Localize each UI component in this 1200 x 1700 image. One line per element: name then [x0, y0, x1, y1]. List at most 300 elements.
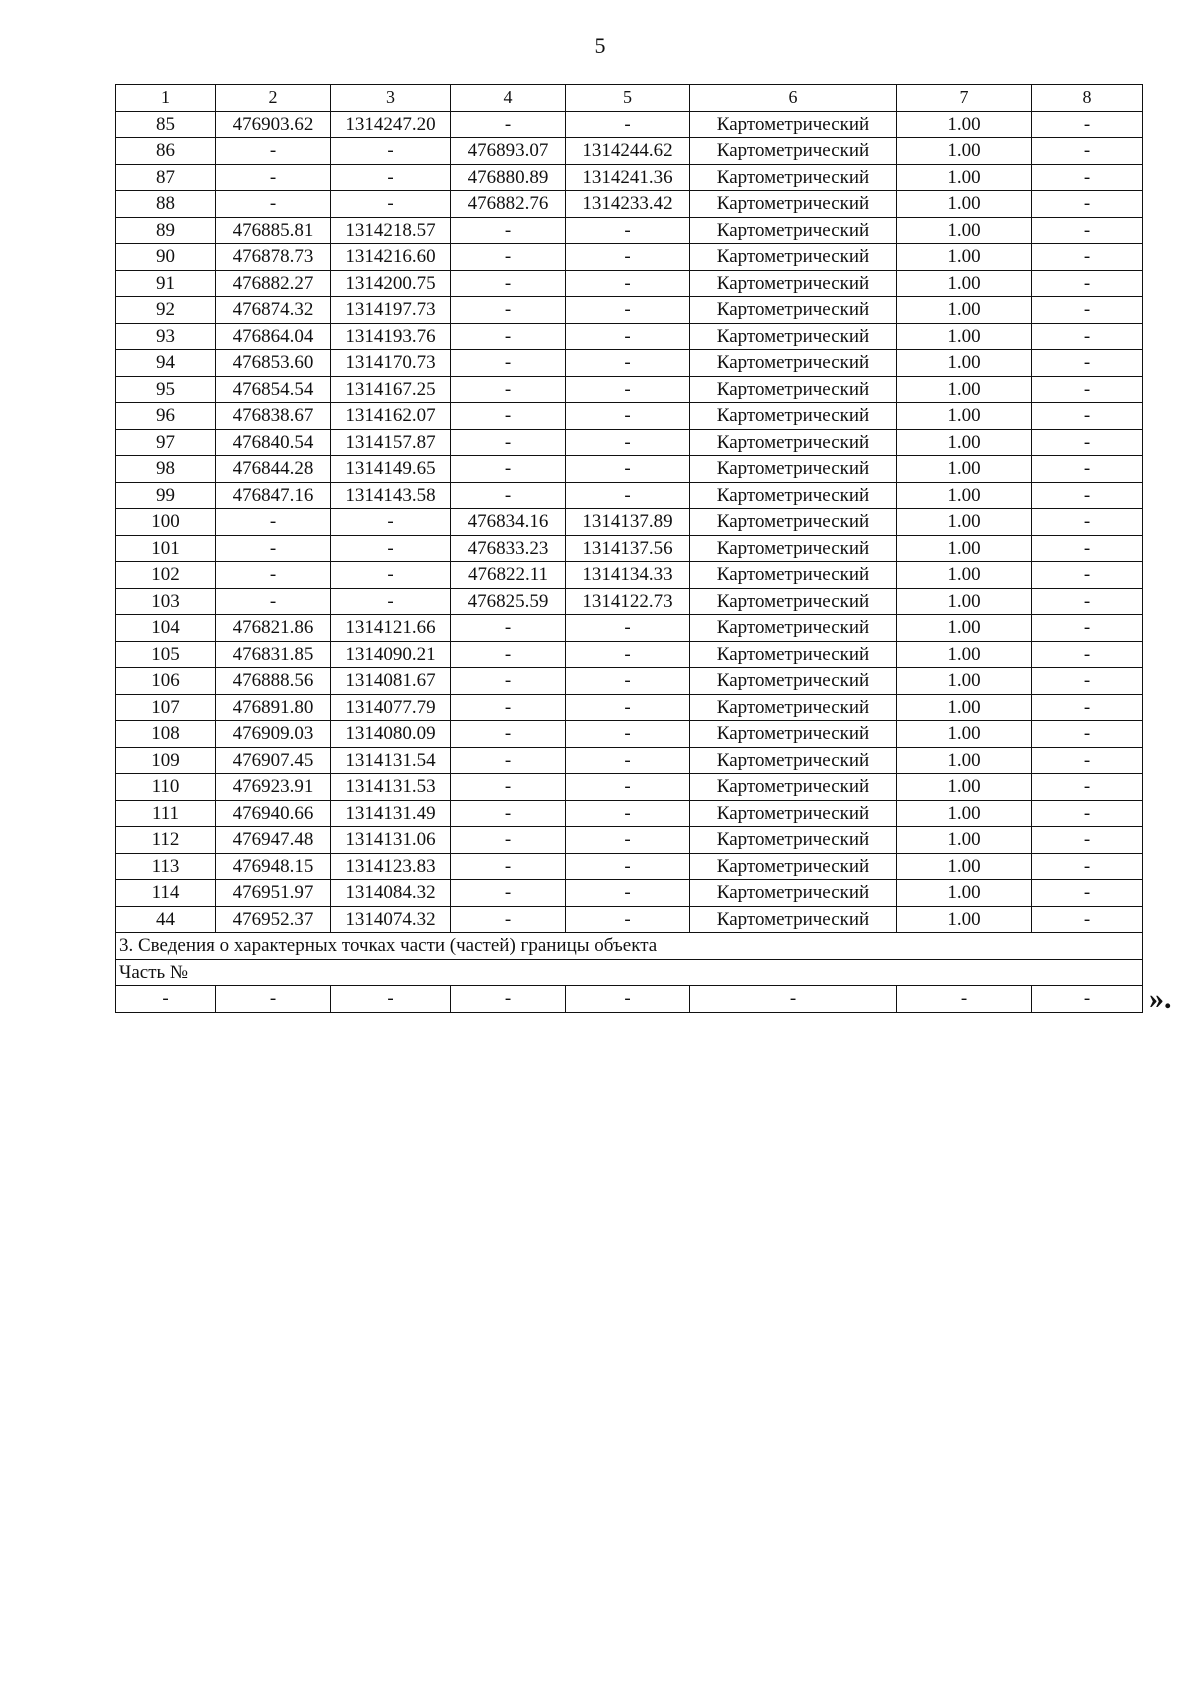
- table-cell: Картометрический: [690, 297, 897, 324]
- table-cell: 1314131.06: [331, 827, 451, 854]
- table-cell: -: [451, 986, 566, 1013]
- table-cell: -: [451, 853, 566, 880]
- page-number: 5: [594, 33, 606, 58]
- table-cell: -: [566, 111, 690, 138]
- table-cell: -: [566, 244, 690, 271]
- table-cell: -: [566, 456, 690, 483]
- table-cell: 476882.76: [451, 191, 566, 218]
- table-cell: -: [1032, 668, 1143, 695]
- table-cell: -: [451, 217, 566, 244]
- table-cell: -: [331, 535, 451, 562]
- table-cell: 1314162.07: [331, 403, 451, 430]
- table-row: [116, 403, 1143, 430]
- table-cell: -: [566, 747, 690, 774]
- table-cell: 1314218.57: [331, 217, 451, 244]
- table-cell: 1314131.54: [331, 747, 451, 774]
- table-cell: Картометрический: [690, 191, 897, 218]
- table-cell: 476891.80: [216, 694, 331, 721]
- table-row: [116, 509, 1143, 536]
- table-cell: 476951.97: [216, 880, 331, 907]
- table-cell: 91: [116, 270, 216, 297]
- table-cell: -: [1032, 111, 1143, 138]
- table-cell: Картометрический: [690, 350, 897, 377]
- table-cell: -: [1032, 588, 1143, 615]
- table-cell: 1.00: [897, 270, 1032, 297]
- table-cell: 110: [116, 774, 216, 801]
- table-cell: -: [1032, 853, 1143, 880]
- table-cell: -: [216, 164, 331, 191]
- table-cell: Картометрический: [690, 880, 897, 907]
- table-cell: Картометрический: [690, 244, 897, 271]
- table-cell: 476909.03: [216, 721, 331, 748]
- coordinates-table: [115, 84, 1143, 1013]
- table-cell: 108: [116, 721, 216, 748]
- table-cell: 112: [116, 827, 216, 854]
- table-cell: 100: [116, 509, 216, 536]
- table-cell: -: [566, 297, 690, 324]
- table-cell: -: [1032, 986, 1143, 1013]
- table-cell: -: [1032, 482, 1143, 509]
- table-cell: 476893.07: [451, 138, 566, 165]
- table-row: [116, 747, 1143, 774]
- table-cell: -: [451, 800, 566, 827]
- table-row: [116, 191, 1143, 218]
- table-cell: Картометрический: [690, 323, 897, 350]
- table-cell: 476878.73: [216, 244, 331, 271]
- table-cell: 1.00: [897, 164, 1032, 191]
- table-cell: -: [1032, 456, 1143, 483]
- table-cell: 476952.37: [216, 906, 331, 933]
- table-cell: 1.00: [897, 615, 1032, 642]
- table-cell: -: [566, 217, 690, 244]
- table-cell: 1314074.32: [331, 906, 451, 933]
- table-cell: 1314244.62: [566, 138, 690, 165]
- table-row: [116, 429, 1143, 456]
- header-cell: 2: [216, 85, 331, 112]
- table-cell: -: [1032, 509, 1143, 536]
- table-cell: -: [216, 509, 331, 536]
- header-cell: 3: [331, 85, 451, 112]
- table-row: [116, 164, 1143, 191]
- table-cell: 1314200.75: [331, 270, 451, 297]
- table-cell: -: [1032, 721, 1143, 748]
- table-cell: 1314090.21: [331, 641, 451, 668]
- table-cell: -: [1032, 403, 1143, 430]
- table-cell: -: [566, 270, 690, 297]
- table-cell: -: [451, 906, 566, 933]
- table-cell: -: [216, 138, 331, 165]
- table-cell: -: [566, 827, 690, 854]
- table-cell: -: [1032, 244, 1143, 271]
- closing-quote-mark: ».: [1149, 981, 1172, 1015]
- table-cell: -: [1032, 535, 1143, 562]
- table-cell: Картометрический: [690, 535, 897, 562]
- table-cell: 92: [116, 297, 216, 324]
- table-cell: 476882.27: [216, 270, 331, 297]
- table-cell: 1314216.60: [331, 244, 451, 271]
- table-cell: -: [451, 694, 566, 721]
- table-cell: Картометрический: [690, 376, 897, 403]
- table-cell: Картометрический: [690, 403, 897, 430]
- table-cell: -: [566, 800, 690, 827]
- table-cell: 476888.56: [216, 668, 331, 695]
- table-row: [116, 482, 1143, 509]
- table-cell: 1.00: [897, 429, 1032, 456]
- section-title-row: [116, 933, 1143, 960]
- table-cell: -: [451, 270, 566, 297]
- table-cell: 476825.59: [451, 588, 566, 615]
- table-cell: 1314167.25: [331, 376, 451, 403]
- table-cell: -: [1032, 270, 1143, 297]
- table-cell: 476847.16: [216, 482, 331, 509]
- table-cell: Картометрический: [690, 747, 897, 774]
- table-cell: -: [566, 668, 690, 695]
- table-cell: -: [690, 986, 897, 1013]
- table-row: [116, 588, 1143, 615]
- table-row: [116, 562, 1143, 589]
- table-cell: 476903.62: [216, 111, 331, 138]
- table-row: [116, 800, 1143, 827]
- table-cell: -: [451, 456, 566, 483]
- table-cell: 476844.28: [216, 456, 331, 483]
- table-cell: -: [451, 774, 566, 801]
- table-cell: 1.00: [897, 641, 1032, 668]
- table-cell: 476840.54: [216, 429, 331, 456]
- table-cell: Картометрический: [690, 641, 897, 668]
- table-body: [116, 85, 1143, 1013]
- table-cell: 107: [116, 694, 216, 721]
- table-cell: 1.00: [897, 482, 1032, 509]
- table-row: [116, 244, 1143, 271]
- section-title: 3. Сведения о характерных точках части (частей) границы объекта: [116, 933, 1143, 960]
- table-cell: -: [566, 721, 690, 748]
- table-row: [116, 138, 1143, 165]
- table-cell: 1.00: [897, 588, 1032, 615]
- table-cell: -: [1032, 138, 1143, 165]
- table-cell: 1.00: [897, 668, 1032, 695]
- table-cell: -: [566, 323, 690, 350]
- table-row: [116, 668, 1143, 695]
- table-cell: 111: [116, 800, 216, 827]
- table-cell: -: [216, 562, 331, 589]
- table-cell: 1314247.20: [331, 111, 451, 138]
- table-cell: 1314131.53: [331, 774, 451, 801]
- table-row: [116, 694, 1143, 721]
- table-cell: 86: [116, 138, 216, 165]
- table-cell: 476854.54: [216, 376, 331, 403]
- table-cell: -: [1032, 191, 1143, 218]
- table-cell: 476885.81: [216, 217, 331, 244]
- table-cell: -: [566, 350, 690, 377]
- table-cell: Картометрический: [690, 562, 897, 589]
- table-cell: -: [451, 880, 566, 907]
- table-cell: -: [331, 986, 451, 1013]
- table-cell: Картометрический: [690, 429, 897, 456]
- table-cell: 1.00: [897, 456, 1032, 483]
- table-cell: 1314143.58: [331, 482, 451, 509]
- table-cell: 1.00: [897, 350, 1032, 377]
- table-cell: 89: [116, 217, 216, 244]
- table-cell: -: [1032, 217, 1143, 244]
- table-cell: 1314077.79: [331, 694, 451, 721]
- table-row: [116, 111, 1143, 138]
- table-cell: 1314193.76: [331, 323, 451, 350]
- table-cell: -: [1032, 774, 1143, 801]
- table-cell: -: [451, 297, 566, 324]
- empty-part-row: [116, 986, 1143, 1013]
- table-cell: 476947.48: [216, 827, 331, 854]
- table-cell: 44: [116, 906, 216, 933]
- table-cell: -: [1032, 323, 1143, 350]
- table-cell: Картометрический: [690, 588, 897, 615]
- table-cell: 1.00: [897, 509, 1032, 536]
- table-cell: Картометрический: [690, 906, 897, 933]
- table-cell: 476833.23: [451, 535, 566, 562]
- table-cell: Картометрический: [690, 164, 897, 191]
- table-cell: 1314157.87: [331, 429, 451, 456]
- table-cell: 85: [116, 111, 216, 138]
- table-cell: -: [1032, 615, 1143, 642]
- table-cell: Картометрический: [690, 482, 897, 509]
- table-cell: 113: [116, 853, 216, 880]
- table-row: [116, 456, 1143, 483]
- table-cell: 1314123.83: [331, 853, 451, 880]
- table-cell: -: [451, 668, 566, 695]
- header-cell: 6: [690, 85, 897, 112]
- table-cell: 476821.86: [216, 615, 331, 642]
- table-cell: 87: [116, 164, 216, 191]
- table-row: [116, 535, 1143, 562]
- table-cell: 95: [116, 376, 216, 403]
- table-cell: 94: [116, 350, 216, 377]
- table-cell: Картометрический: [690, 800, 897, 827]
- table-row: [116, 217, 1143, 244]
- table-cell: -: [1032, 747, 1143, 774]
- table-cell: 1.00: [897, 906, 1032, 933]
- table-cell: -: [1032, 641, 1143, 668]
- table-cell: -: [1032, 350, 1143, 377]
- table-cell: -: [331, 138, 451, 165]
- table-cell: -: [451, 244, 566, 271]
- table-cell: 476853.60: [216, 350, 331, 377]
- table-cell: 1.00: [897, 853, 1032, 880]
- table-cell: -: [451, 615, 566, 642]
- table-cell: 90: [116, 244, 216, 271]
- table-row: [116, 721, 1143, 748]
- table-row: [116, 774, 1143, 801]
- table-cell: 1.00: [897, 827, 1032, 854]
- table-cell: 114: [116, 880, 216, 907]
- table-cell: -: [451, 323, 566, 350]
- table-cell: 476864.04: [216, 323, 331, 350]
- table-cell: 1.00: [897, 297, 1032, 324]
- table-cell: 1.00: [897, 244, 1032, 271]
- table-cell: 1314080.09: [331, 721, 451, 748]
- table-cell: -: [566, 376, 690, 403]
- table-cell: -: [451, 747, 566, 774]
- table-cell: Картометрический: [690, 827, 897, 854]
- table-cell: 102: [116, 562, 216, 589]
- table-cell: 476948.15: [216, 853, 331, 880]
- table-cell: -: [216, 588, 331, 615]
- header-cell: 8: [1032, 85, 1143, 112]
- table-cell: 96: [116, 403, 216, 430]
- table-cell: -: [451, 721, 566, 748]
- table-cell: -: [1032, 827, 1143, 854]
- table-cell: 1314122.73: [566, 588, 690, 615]
- table-cell: 1.00: [897, 191, 1032, 218]
- table-cell: Картометрический: [690, 853, 897, 880]
- table-cell: -: [1032, 376, 1143, 403]
- table-cell: Картометрический: [690, 217, 897, 244]
- table-cell: 93: [116, 323, 216, 350]
- table-cell: 1314084.32: [331, 880, 451, 907]
- table-cell: 1314241.36: [566, 164, 690, 191]
- table-cell: 476838.67: [216, 403, 331, 430]
- table-cell: 1.00: [897, 880, 1032, 907]
- table-cell: -: [1032, 297, 1143, 324]
- table-cell: -: [451, 111, 566, 138]
- table-cell: 1.00: [897, 800, 1032, 827]
- table-row: [116, 270, 1143, 297]
- table-cell: -: [1032, 562, 1143, 589]
- table-cell: 105: [116, 641, 216, 668]
- table-cell: -: [1032, 429, 1143, 456]
- table-cell: -: [451, 376, 566, 403]
- table-row: [116, 880, 1143, 907]
- table-cell: 476874.32: [216, 297, 331, 324]
- table-cell: -: [566, 880, 690, 907]
- table-cell: -: [1032, 906, 1143, 933]
- table-cell: -: [566, 615, 690, 642]
- table-cell: -: [451, 641, 566, 668]
- table-cell: Картометрический: [690, 509, 897, 536]
- table-cell: 98: [116, 456, 216, 483]
- table-cell: -: [451, 350, 566, 377]
- table-cell: 1314137.89: [566, 509, 690, 536]
- table-cell: 476834.16: [451, 509, 566, 536]
- table-cell: 1314131.49: [331, 800, 451, 827]
- table-cell: -: [566, 641, 690, 668]
- table-cell: Картометрический: [690, 694, 897, 721]
- table-cell: Картометрический: [690, 456, 897, 483]
- table-cell: 97: [116, 429, 216, 456]
- table-cell: Картометрический: [690, 721, 897, 748]
- table-cell: -: [451, 827, 566, 854]
- table-cell: 103: [116, 588, 216, 615]
- table-row: [116, 323, 1143, 350]
- table-cell: -: [1032, 880, 1143, 907]
- table-cell: 1314137.56: [566, 535, 690, 562]
- table-cell: Картометрический: [690, 111, 897, 138]
- table-cell: 1314134.33: [566, 562, 690, 589]
- table-cell: -: [566, 986, 690, 1013]
- table-row: [116, 641, 1143, 668]
- table-cell: -: [566, 429, 690, 456]
- header-cell: 5: [566, 85, 690, 112]
- table-cell: 109: [116, 747, 216, 774]
- header-cell: 4: [451, 85, 566, 112]
- table-row: [116, 906, 1143, 933]
- table-cell: -: [216, 191, 331, 218]
- table-cell: -: [331, 588, 451, 615]
- part-label: Часть №: [116, 959, 1143, 986]
- table-cell: 106: [116, 668, 216, 695]
- table-cell: 1.00: [897, 774, 1032, 801]
- table-cell: 1314081.67: [331, 668, 451, 695]
- table-cell: Картометрический: [690, 615, 897, 642]
- part-label-row: [116, 959, 1143, 986]
- table-cell: 1.00: [897, 323, 1032, 350]
- table-row: [116, 827, 1143, 854]
- table-cell: -: [331, 562, 451, 589]
- table-cell: 1.00: [897, 562, 1032, 589]
- table-cell: Картометрический: [690, 270, 897, 297]
- table-cell: 1.00: [897, 721, 1032, 748]
- table-cell: 476822.11: [451, 562, 566, 589]
- table-cell: 104: [116, 615, 216, 642]
- table-cell: -: [451, 403, 566, 430]
- table-row: [116, 615, 1143, 642]
- table-cell: -: [566, 694, 690, 721]
- table-cell: -: [1032, 800, 1143, 827]
- table-cell: -: [116, 986, 216, 1013]
- table-cell: 1314233.42: [566, 191, 690, 218]
- table-cell: 1314149.65: [331, 456, 451, 483]
- table-cell: 1.00: [897, 138, 1032, 165]
- table-cell: -: [897, 986, 1032, 1013]
- table-cell: 1314197.73: [331, 297, 451, 324]
- table-cell: -: [1032, 164, 1143, 191]
- table-cell: 476880.89: [451, 164, 566, 191]
- table-cell: Картометрический: [690, 774, 897, 801]
- table-cell: 1.00: [897, 403, 1032, 430]
- table-cell: -: [566, 482, 690, 509]
- header-cell: 1: [116, 85, 216, 112]
- table-cell: -: [216, 535, 331, 562]
- table-cell: -: [1032, 694, 1143, 721]
- header-cell: 7: [897, 85, 1032, 112]
- table-cell: 1314121.66: [331, 615, 451, 642]
- table-row: [116, 297, 1143, 324]
- table-cell: -: [451, 482, 566, 509]
- table-cell: 1314170.73: [331, 350, 451, 377]
- table-cell: 1.00: [897, 111, 1032, 138]
- table-cell: 1.00: [897, 694, 1032, 721]
- table-cell: -: [331, 191, 451, 218]
- table-cell: 1.00: [897, 217, 1032, 244]
- table-cell: 1.00: [897, 747, 1032, 774]
- table-cell: -: [331, 509, 451, 536]
- table-cell: -: [566, 403, 690, 430]
- table-cell: Картометрический: [690, 668, 897, 695]
- table-cell: -: [566, 853, 690, 880]
- table-row: [116, 350, 1143, 377]
- table-cell: -: [451, 429, 566, 456]
- table-cell: 476907.45: [216, 747, 331, 774]
- table-cell: 1.00: [897, 376, 1032, 403]
- table-cell: 101: [116, 535, 216, 562]
- table-cell: 88: [116, 191, 216, 218]
- table-cell: -: [566, 774, 690, 801]
- table-cell: -: [331, 164, 451, 191]
- table-cell: 99: [116, 482, 216, 509]
- table-header-row: [116, 85, 1143, 112]
- table-cell: -: [566, 906, 690, 933]
- table-cell: 1.00: [897, 535, 1032, 562]
- table-cell: 476940.66: [216, 800, 331, 827]
- table-cell: 476831.85: [216, 641, 331, 668]
